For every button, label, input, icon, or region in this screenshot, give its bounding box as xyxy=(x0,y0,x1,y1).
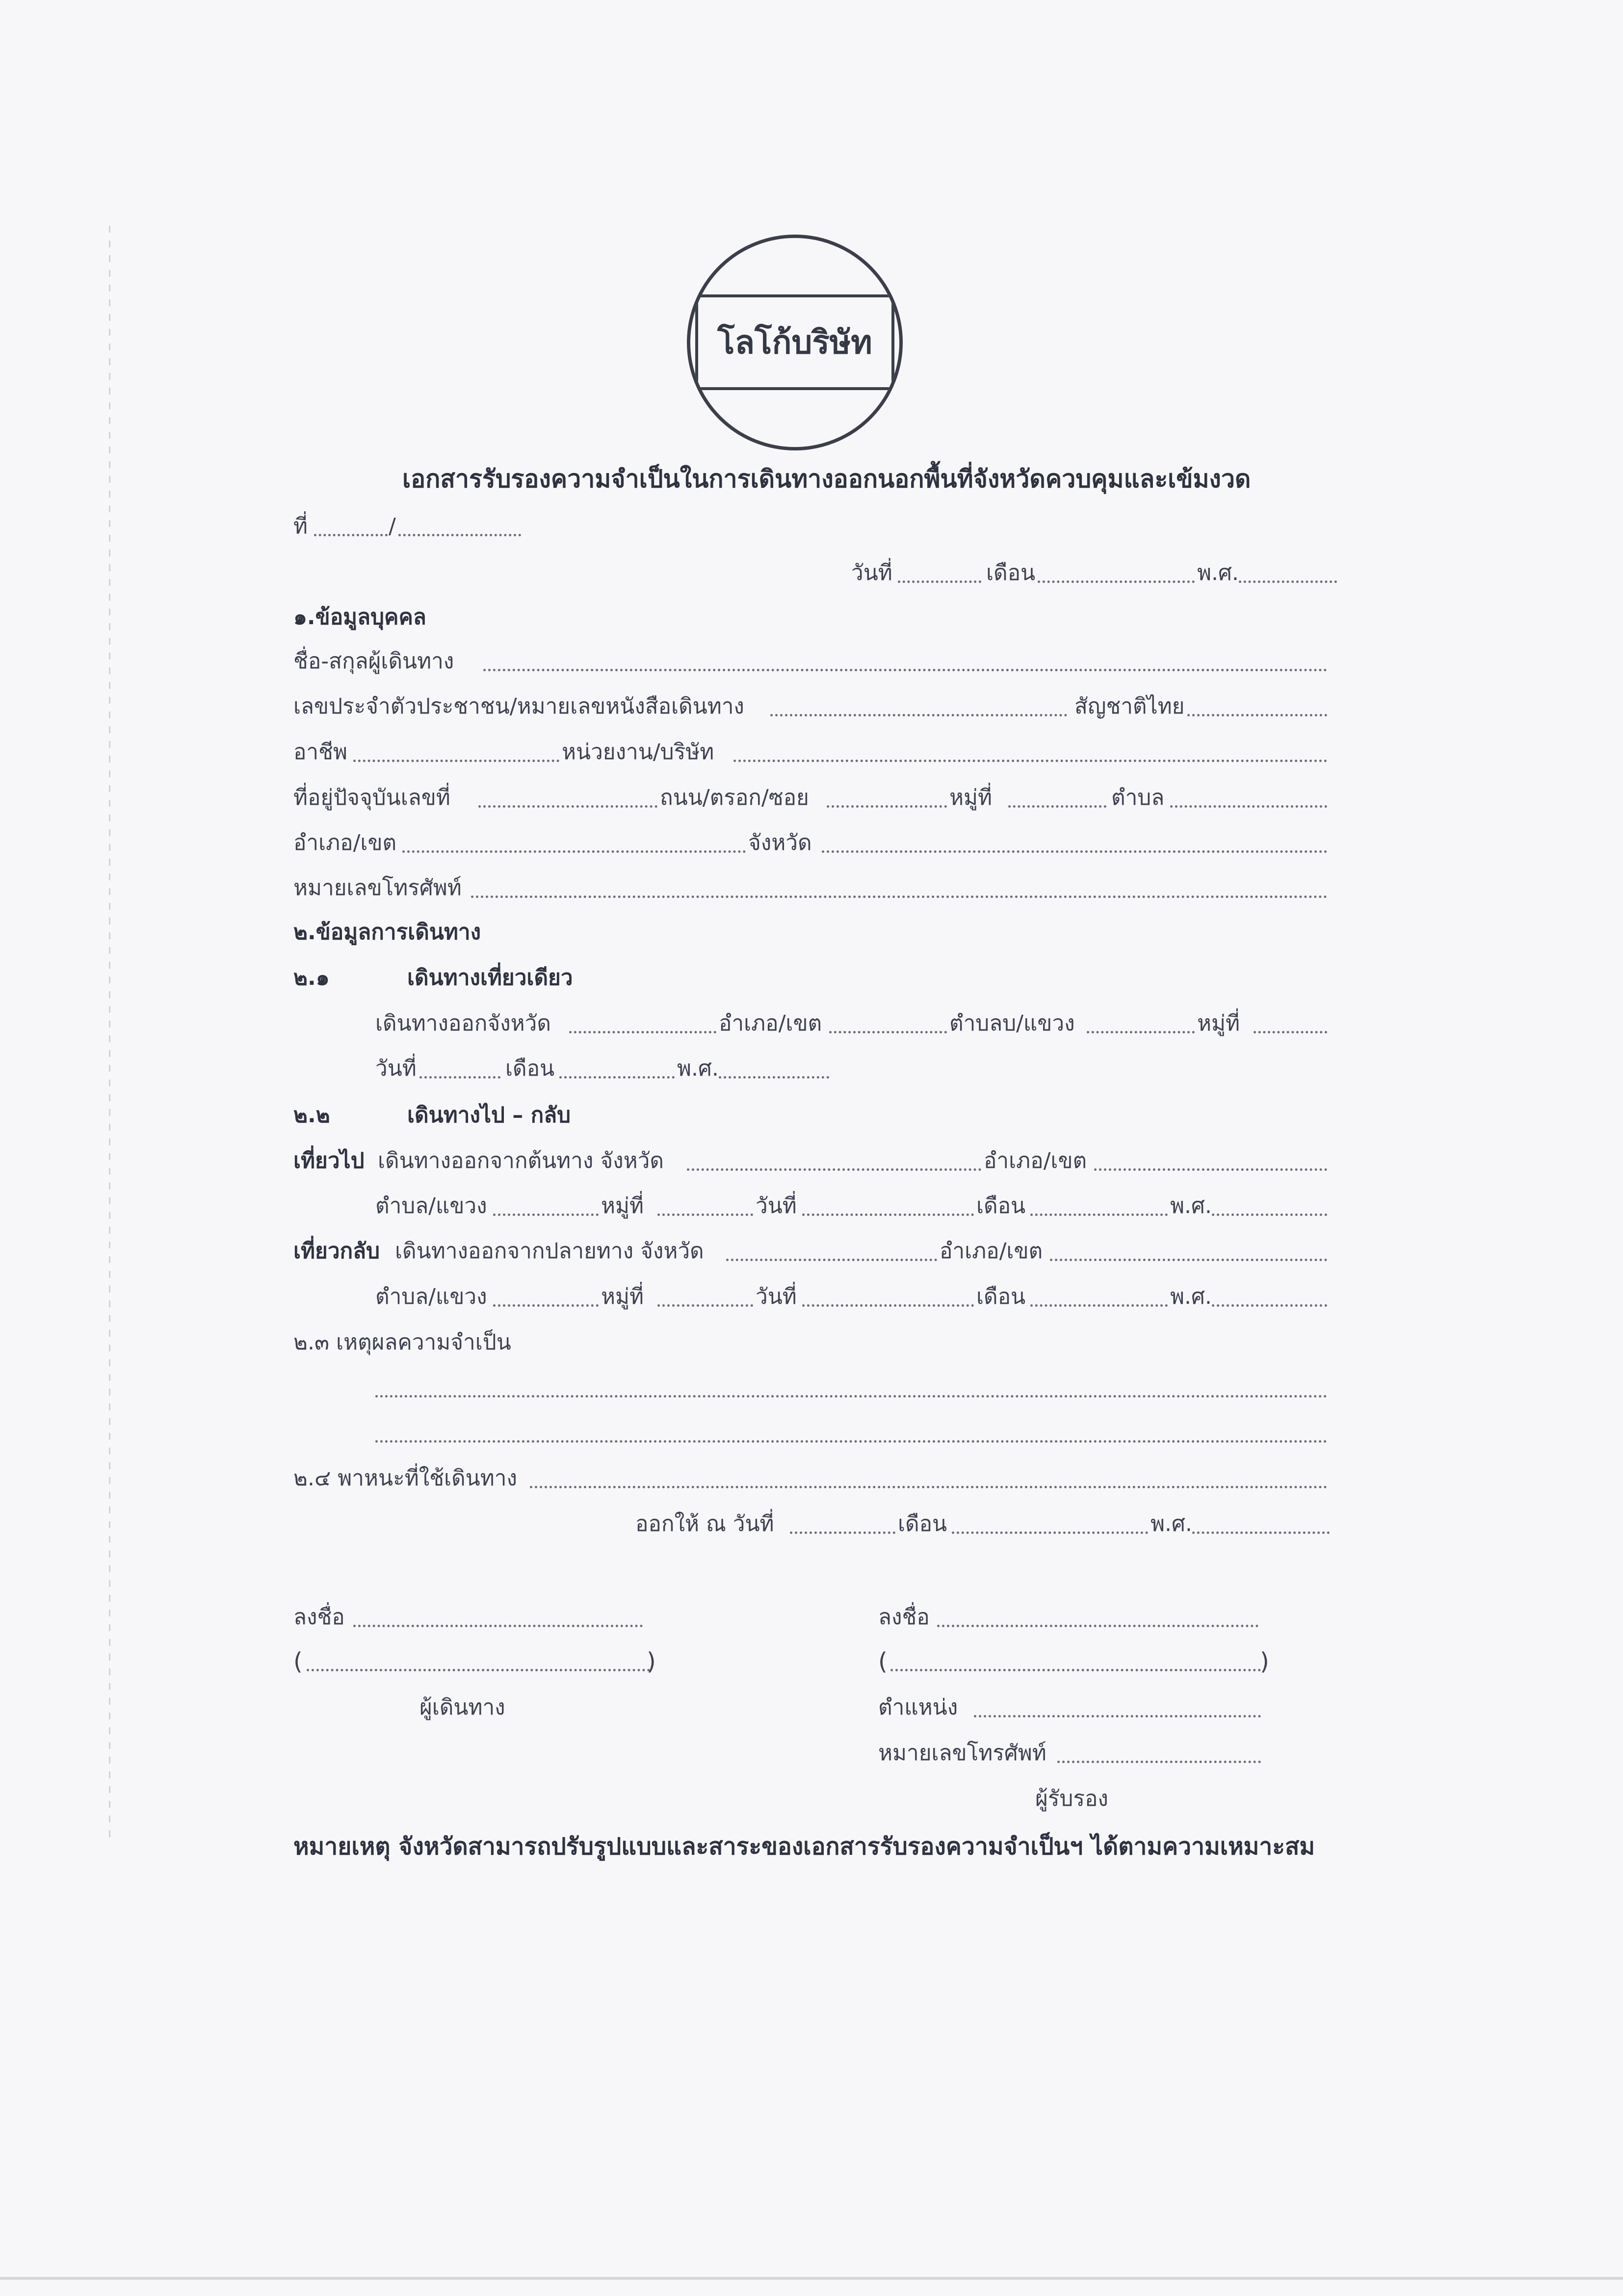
date-year-label: พ.ศ. xyxy=(1197,560,1239,585)
outbound-tambon-field[interactable] xyxy=(493,1214,599,1216)
return-day-label: วันที่ xyxy=(756,1284,797,1309)
tambon-field[interactable] xyxy=(1170,805,1327,808)
s21-month-field[interactable] xyxy=(559,1076,675,1079)
issued-year-label: พ.ศ. xyxy=(1151,1511,1192,1536)
ref-slash: / xyxy=(389,514,396,539)
return-month-label: เดือน xyxy=(976,1284,1026,1309)
traveler-signature-field[interactable] xyxy=(353,1625,643,1627)
traveler-open-paren: ( xyxy=(293,1648,303,1675)
id-no-field[interactable] xyxy=(770,714,1067,716)
s21-title: เดินทางเที่ยวเดียว xyxy=(407,965,573,990)
logo-band xyxy=(695,294,894,390)
certifier-open-paren: ( xyxy=(878,1648,888,1675)
return-year-field[interactable] xyxy=(1212,1304,1327,1307)
s21-amphoe-label: อำเภอ/เขต xyxy=(719,1011,822,1036)
vehicle-field[interactable] xyxy=(530,1486,1327,1488)
occupation-field[interactable] xyxy=(353,760,559,762)
tambon-label: ตำบล xyxy=(1111,785,1165,810)
ref-field-1[interactable] xyxy=(314,534,388,536)
outbound-day-field[interactable] xyxy=(802,1214,974,1216)
certifier-name-field[interactable] xyxy=(890,1669,1261,1671)
moo-label: หมู่ที่ xyxy=(949,785,993,810)
certifier-close-paren: ) xyxy=(1260,1648,1269,1675)
position-label: ตำแหน่ง xyxy=(878,1695,958,1720)
name-label: ชื่อ-สกุลผู้เดินทาง xyxy=(293,649,454,674)
return-year-label: พ.ศ. xyxy=(1170,1284,1212,1309)
return-from-label: เดินทางออกจากปลายทาง จังหวัด xyxy=(395,1239,704,1264)
outbound-year-label: พ.ศ. xyxy=(1170,1193,1212,1218)
outbound-label: เที่ยวไป xyxy=(293,1148,365,1173)
nationality-field[interactable] xyxy=(1187,714,1327,716)
outbound-day-label: วันที่ xyxy=(756,1193,797,1218)
return-tambon-label: ตำบล/แขวง xyxy=(375,1284,487,1309)
outbound-amphoe-label: อำเภอ/เขต xyxy=(984,1148,1087,1173)
outbound-from-label: เดินทางออกจากต้นทาง จังหวัด xyxy=(378,1148,664,1173)
moo-field[interactable] xyxy=(1008,805,1106,808)
traveler-signature-label: ลงชื่อ xyxy=(293,1605,345,1630)
issued-day-field[interactable] xyxy=(790,1531,895,1534)
document-title: เอกสารรับรองความจำเป็นในการเดินทางออกนอกพื้นที่จังหวัดควบคุมและเข้มงวด xyxy=(402,465,1251,493)
certifier-signature-label: ลงชื่อ xyxy=(878,1605,930,1630)
changwat-label: จังหวัด xyxy=(748,830,812,855)
certifier-phone-label: หมายเลขโทรศัพท์ xyxy=(878,1741,1047,1766)
address-no-field[interactable] xyxy=(478,805,657,808)
return-moo-field[interactable] xyxy=(657,1304,753,1307)
scan-bottom-edge xyxy=(0,2277,1623,2280)
amphoe-field[interactable] xyxy=(402,850,746,853)
section-1-heading: ๑.ข้อมูลบุคคล xyxy=(293,605,426,630)
amphoe-label: อำเภอ/เขต xyxy=(293,830,397,855)
reason-line-2[interactable] xyxy=(375,1440,1327,1443)
address-no-label: ที่อยู่ปัจจุบันเลขที่ xyxy=(293,785,450,810)
issued-month-field[interactable] xyxy=(952,1531,1148,1534)
date-day-field[interactable] xyxy=(898,581,981,583)
nationality-label: สัญชาติไทย xyxy=(1074,694,1185,719)
outbound-tambon-label: ตำบล/แขวง xyxy=(375,1193,487,1218)
agency-label: หน่วยงาน/บริษัท xyxy=(562,739,714,765)
date-year-field[interactable] xyxy=(1239,581,1337,583)
agency-field[interactable] xyxy=(733,760,1327,762)
s24-label: ๒.๔ พาหนะที่ใช้เดินทาง xyxy=(293,1466,517,1491)
s21-month-label: เดือน xyxy=(505,1056,555,1081)
outbound-moo-field[interactable] xyxy=(657,1214,753,1216)
traveler-name-field[interactable] xyxy=(307,1669,650,1671)
phone-field[interactable] xyxy=(471,896,1327,898)
outbound-amphoe-field[interactable] xyxy=(1094,1168,1327,1171)
s21-tambon-field[interactable] xyxy=(1087,1031,1195,1033)
date-month-field[interactable] xyxy=(1038,581,1195,583)
certifier-caption: ผู้รับรอง xyxy=(1035,1786,1108,1811)
s21-year-field[interactable] xyxy=(719,1076,829,1079)
position-field[interactable] xyxy=(974,1715,1261,1717)
s22-title: เดินทางไป – กลับ xyxy=(407,1103,571,1128)
s21-year-label: พ.ศ. xyxy=(677,1056,719,1081)
outbound-moo-label: หมู่ที่ xyxy=(601,1193,644,1218)
s21-moo-field[interactable] xyxy=(1254,1031,1327,1033)
outbound-year-field[interactable] xyxy=(1212,1214,1327,1216)
footnote: หมายเหตุ จังหวัดสามารถปรับรูปแบบและสาระของเอกสารรับรองความจำเป็นฯ ได้ตามความเหมาะสม xyxy=(293,1833,1315,1860)
road-label: ถนน/ตรอก/ซอย xyxy=(660,785,809,810)
certifier-phone-field[interactable] xyxy=(1057,1761,1261,1763)
s21-amphoe-field[interactable] xyxy=(829,1031,947,1033)
occupation-label: อาชีพ xyxy=(293,739,347,765)
s21-number: ๒.๑ xyxy=(293,965,330,990)
name-field[interactable] xyxy=(483,669,1327,671)
issued-on-label: ออกให้ ณ วันที่ xyxy=(635,1511,774,1536)
traveler-close-paren: ) xyxy=(647,1648,656,1675)
certifier-signature-field[interactable] xyxy=(937,1625,1258,1627)
depart-province-field[interactable] xyxy=(569,1031,716,1033)
ref-label: ที่ xyxy=(293,514,308,539)
company-logo-placeholder xyxy=(687,235,903,450)
s21-day-field[interactable] xyxy=(419,1076,500,1079)
s23-label: ๒.๓ เหตุผลความจำเป็น xyxy=(293,1330,511,1355)
ref-field-2[interactable] xyxy=(398,534,521,536)
return-amphoe-label: อำเภอ/เขต xyxy=(940,1239,1043,1264)
return-province-field[interactable] xyxy=(726,1259,937,1261)
phone-label: หมายเลขโทรศัพท์ xyxy=(293,875,462,900)
date-month-label: เดือน xyxy=(986,560,1036,585)
date-day-label: วันที่ xyxy=(851,560,892,585)
s21-moo-label: หมู่ที่ xyxy=(1197,1011,1240,1036)
outbound-month-label: เดือน xyxy=(976,1193,1026,1218)
depart-province-label: เดินทางออกจังหวัด xyxy=(375,1011,551,1036)
logo-label: โลโก้บริษัท xyxy=(717,323,872,361)
return-day-field[interactable] xyxy=(802,1304,974,1307)
return-amphoe-field[interactable] xyxy=(1050,1259,1327,1261)
s21-tambon-label: ตำบลบ/แขวง xyxy=(949,1011,1075,1036)
road-field[interactable] xyxy=(827,805,947,808)
s21-day-label: วันที่ xyxy=(375,1056,417,1081)
s22-number: ๒.๒ xyxy=(293,1103,330,1128)
outbound-province-field[interactable] xyxy=(687,1168,981,1171)
issued-month-label: เดือน xyxy=(898,1511,947,1536)
reason-line-1[interactable] xyxy=(375,1395,1327,1398)
section-2-heading: ๒.ข้อมูลการเดินทาง xyxy=(293,920,481,945)
issued-year-field[interactable] xyxy=(1192,1531,1330,1534)
scan-edge xyxy=(109,226,110,1845)
return-label: เที่ยวกลับ xyxy=(293,1239,380,1264)
return-moo-label: หมู่ที่ xyxy=(601,1284,644,1309)
changwat-field[interactable] xyxy=(822,850,1327,853)
outbound-month-field[interactable] xyxy=(1030,1214,1168,1216)
return-month-field[interactable] xyxy=(1030,1304,1168,1307)
traveler-caption: ผู้เดินทาง xyxy=(419,1695,505,1720)
return-tambon-field[interactable] xyxy=(493,1304,599,1307)
id-no-label: เลขประจำตัวประชาชน/หมายเลขหนังสือเดินทาง xyxy=(293,694,744,719)
